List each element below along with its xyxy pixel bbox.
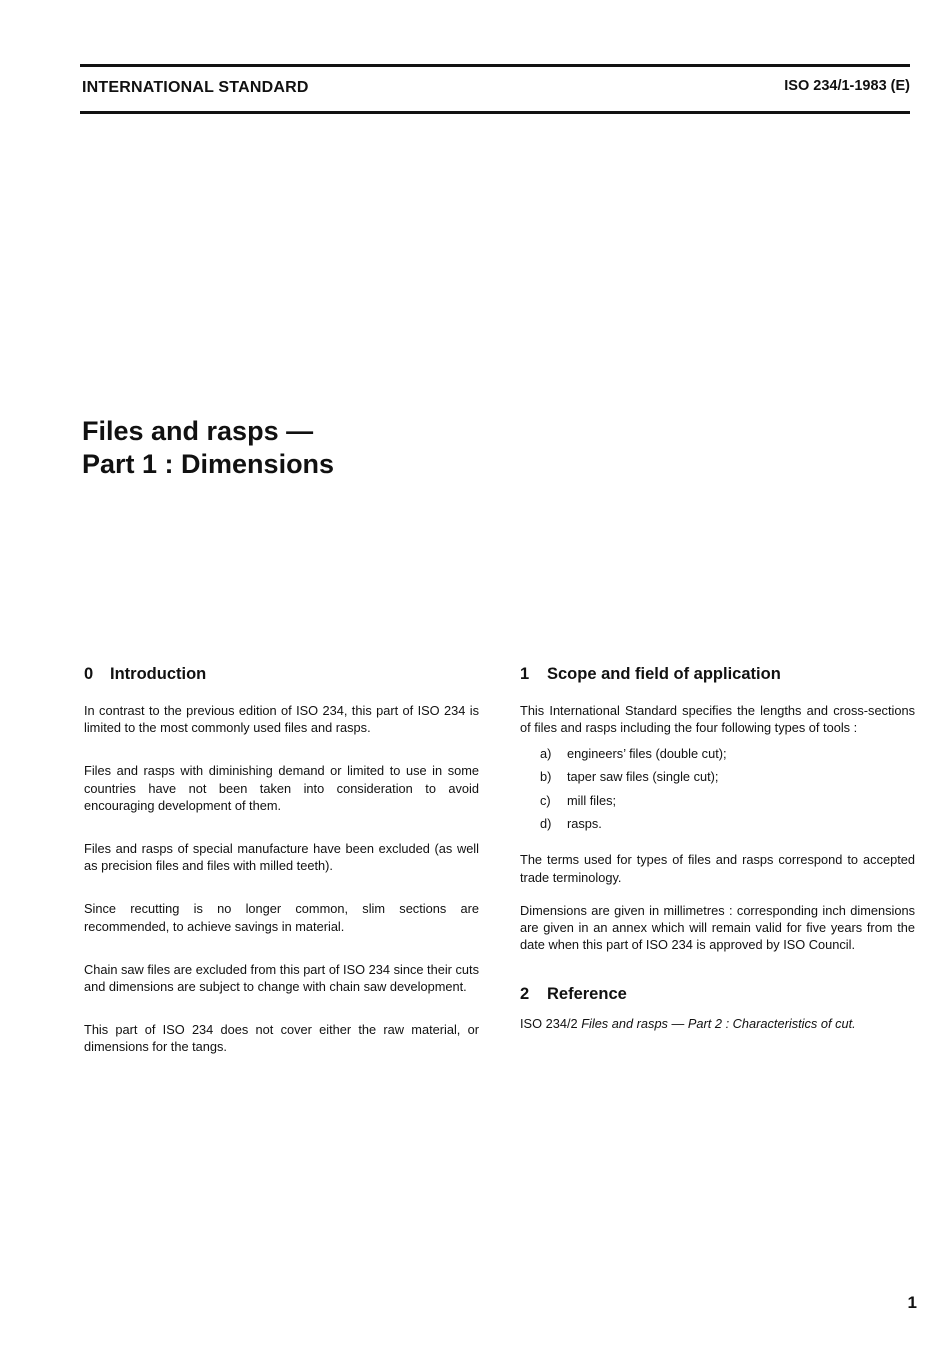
left-column: [84, 663, 479, 1056]
list-item: [520, 788, 915, 812]
section-number: 1: [520, 665, 530, 683]
scope-paragraph: This International Standard specifies the lengths and cross-sections of files and rasps including the four following types of tools :: [520, 703, 915, 736]
list-item: [520, 812, 915, 836]
section-title: Reference: [547, 985, 627, 1004]
intro-paragraph: Files and rasps of special manufacture have been excluded (as well as precision files and files with milled teeth).: [84, 841, 479, 874]
tool-type-list: [520, 741, 915, 835]
standard-number: ISO 234/1-1983 (E): [784, 78, 910, 94]
list-text: rasps.: [567, 816, 602, 832]
list-marker: b): [540, 769, 552, 785]
intro-paragraph: This part of ISO 234 does not cover either the raw material, or dimensions for the tangs.: [84, 1022, 479, 1055]
scope-paragraph: Dimensions are given in millimetres : corresponding inch dimensions are given in an annex which will remain valid for five years from the date when this part of ISO 234 is approved by ISO Council.: [520, 902, 915, 953]
scope-heading: [520, 663, 915, 685]
section-number: 2: [520, 985, 530, 1004]
intro-paragraph: Files and rasps with diminishing demand or limited to use in some countries have not been taken into consideration to avoid encouraging development of them.: [84, 763, 479, 813]
reference-entry: [520, 1015, 915, 1032]
section-title: Introduction: [110, 665, 207, 683]
section-number: 0: [84, 665, 94, 683]
list-item: [520, 741, 915, 765]
intro-paragraph: Since recutting is no longer common, slim sections are recommended, to achieve savings in material.: [84, 901, 479, 934]
intro-paragraph: Chain saw files are excluded from this part of ISO 234 since their cuts and dimensions are subject to change with chain saw development.: [84, 961, 479, 995]
scope-paragraph: The terms used for types of files and rasps correspond to accepted trade terminology.: [520, 852, 915, 885]
intro-paragraph: In contrast to the previous edition of ISO 234, this part of ISO 234 is limited to the most commonly used files and rasps.: [84, 703, 479, 736]
title-line-1: Files and rasps —: [82, 416, 314, 446]
reference-heading: [520, 983, 915, 1005]
document-type-label: INTERNATIONAL STANDARD: [82, 79, 309, 96]
list-marker: d): [540, 816, 552, 832]
reference-title: Files and rasps — Part 2 : Characteristics of cut.: [581, 1016, 856, 1032]
list-text: mill files;: [567, 792, 617, 808]
list-marker: c): [540, 792, 551, 808]
list-marker: a): [540, 745, 552, 761]
section-title: Scope and field of application: [547, 665, 781, 683]
title-line-2: Part 1 : Dimensions: [82, 449, 335, 479]
reference-code: ISO 234/2: [520, 1016, 578, 1032]
header-rule-bottom: [80, 111, 910, 114]
introduction-heading: [84, 663, 479, 685]
header-rule-top: [80, 64, 910, 67]
list-item: [520, 765, 915, 789]
document-title: [82, 415, 334, 481]
page-number: 1: [907, 1293, 917, 1312]
right-column: [520, 663, 915, 1033]
list-text: taper saw files (single cut);: [567, 769, 719, 785]
list-text: engineers’ files (double cut);: [567, 745, 727, 761]
